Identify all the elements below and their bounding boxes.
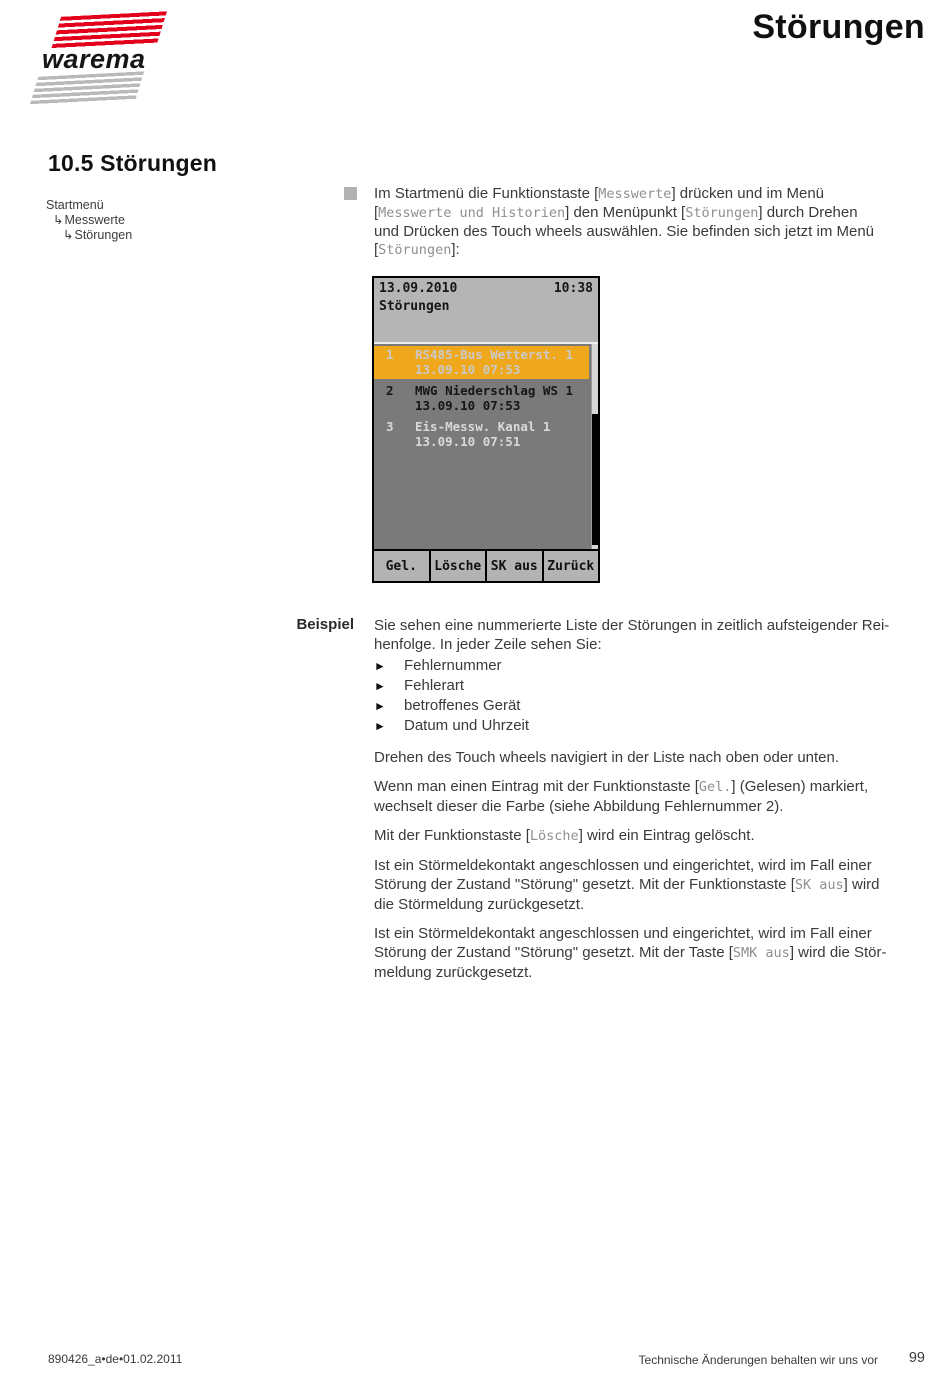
- text-segment: ] (Gelesen) markiert,: [731, 778, 869, 795]
- text-segment: ] drücken und im Menü: [671, 185, 825, 202]
- display-header: [374, 278, 598, 344]
- text-segment: Im Startmenü die Funktionstaste [: [374, 185, 599, 202]
- function-key-token: Störungen: [378, 242, 452, 259]
- fault-device: MWG Niederschlag WS 1: [415, 383, 574, 398]
- list-item: [374, 676, 950, 696]
- text-segment: Sie sehen eine nummerierte Liste der Störungen in zeitlich aufsteigender Rei-: [374, 617, 890, 634]
- text-segment: [: [374, 241, 379, 259]
- function-key-token: Gel.: [698, 779, 732, 795]
- instruction-paragraph: [374, 185, 950, 260]
- fault-datetime: 13.09.10 07:53: [415, 398, 521, 413]
- function-key-token: Störungen: [685, 204, 759, 221]
- page-number: 99: [908, 1350, 925, 1366]
- delete-paragraph: [374, 826, 950, 846]
- text-segment: ] wird ein Eintrag gelöscht.: [578, 827, 755, 844]
- menu-path-item: Startmenü: [46, 198, 104, 212]
- example-section: [374, 616, 950, 992]
- warema-logo: [35, 12, 175, 104]
- display-scrollbar-thumb: [592, 414, 598, 545]
- display-menu-title: Störungen: [379, 299, 450, 314]
- fault-list-row: [374, 418, 589, 451]
- triangle-bullet-icon: ►: [374, 659, 386, 673]
- example-intro-paragraph: [374, 616, 950, 654]
- text-segment: [: [374, 203, 379, 221]
- function-key-token: SMK aus: [732, 945, 790, 961]
- footer-notice: Technische Änderungen behalten wir uns vor: [638, 1353, 878, 1367]
- menu-path: [46, 198, 132, 243]
- fault-device: Eis-Messw. Kanal 1: [415, 419, 551, 434]
- text-segment: ]:: [451, 241, 460, 259]
- fault-number: 2: [386, 383, 394, 398]
- list-item: [374, 696, 950, 716]
- example-label: Beispiel: [296, 616, 354, 633]
- menu-path-level-1: [46, 213, 132, 228]
- text-segment: Störung der Zustand "Störung" gesetzt. Mit der Funktionstaste [: [374, 876, 795, 893]
- text-segment: und Drücken des Touch wheels auswählen. Sie befinden sich jetzt im Menü: [374, 222, 875, 240]
- document-id: 890426_a•de•01.02.2011: [48, 1352, 183, 1366]
- softkey-gel: Gel.: [374, 551, 429, 581]
- branch-arrow-icon: ↳: [63, 228, 74, 242]
- text-segment: ] durch Drehen: [758, 203, 858, 221]
- fault-datetime: 13.09.10 07:51: [415, 434, 521, 449]
- function-key-token: SK aus: [794, 877, 844, 893]
- text-segment: die Störmeldung zurückgesetzt.: [374, 896, 585, 913]
- section-heading: 10.5 Störungen: [48, 150, 217, 176]
- text-segment: meldung zurückgesetzt.: [374, 964, 533, 981]
- softkey-sk-aus: SK aus: [487, 551, 542, 581]
- fault-number: 3: [386, 419, 394, 434]
- text-segment: Wenn man einen Eintrag mit der Funktionstaste [: [374, 778, 699, 795]
- list-item-label: Fehlernummer: [404, 657, 502, 674]
- chapter-title: Störungen: [752, 8, 925, 46]
- text-segment: ] wird: [843, 876, 880, 893]
- display-softkey-bar: [374, 549, 598, 581]
- text-segment: ] wird die Stör-: [789, 944, 887, 961]
- display-date: 13.09.2010: [379, 281, 458, 296]
- display-time: 10:38: [553, 281, 593, 296]
- triangle-bullet-icon: ►: [374, 719, 386, 733]
- text-segment: Ist ein Störmeldekontakt angeschlossen und eingerichtet, wird im Fall einer: [374, 857, 872, 874]
- fault-list: [374, 344, 598, 549]
- softkey-zurueck: Zurück: [544, 551, 599, 581]
- function-key-token: Messwerte und Historien: [378, 204, 566, 221]
- branch-arrow-icon: ↳: [53, 213, 64, 227]
- menu-path-item: Störungen: [74, 228, 133, 242]
- menu-path-level-2: [46, 228, 132, 243]
- fault-device: RS485-Bus Wetterst. 1: [415, 347, 574, 362]
- menu-path-root: [46, 198, 132, 213]
- list-item-label: betroffenes Gerät: [404, 697, 521, 714]
- text-segment: henfolge. In jeder Zeile sehen Sie:: [374, 636, 602, 653]
- text-segment: Ist ein Störmeldekontakt angeschlossen und eingerichtet, wird im Fall einer: [374, 925, 872, 942]
- text-segment: Mit der Funktionstaste [: [374, 827, 530, 844]
- logo-gray-stripes-icon: [30, 71, 145, 104]
- text-segment: Störung der Zustand "Störung" gesetzt. Mit der Taste [: [374, 944, 733, 961]
- display-scrollbar: [591, 344, 598, 549]
- function-key-token: Lösche: [529, 828, 579, 844]
- smk-reset-paragraph: [374, 924, 950, 982]
- fault-number: 1: [386, 347, 394, 362]
- list-item-label: Datum und Uhrzeit: [404, 717, 530, 734]
- mark-read-paragraph: [374, 777, 950, 816]
- text-segment: ] den Menüpunkt [: [565, 203, 686, 221]
- example-bullet-list: [374, 656, 950, 736]
- text-segment: wechselt dieser die Farbe (siehe Abbildung Fehlernummer 2).: [374, 798, 784, 815]
- list-item: [374, 716, 950, 736]
- step-square-marker: [344, 187, 357, 200]
- list-item-label: Fehlerart: [404, 677, 465, 694]
- sk-reset-paragraph: [374, 856, 950, 914]
- fault-datetime: 13.09.10 07:53: [415, 362, 521, 377]
- list-item: [374, 656, 950, 676]
- softkey-loesche: Lösche: [431, 551, 486, 581]
- navigate-paragraph: [374, 748, 950, 767]
- triangle-bullet-icon: ►: [374, 679, 386, 693]
- menu-path-item: Messwerte: [64, 213, 125, 227]
- fault-list-row: [374, 346, 589, 379]
- fault-list-row: [374, 382, 589, 415]
- triangle-bullet-icon: ►: [374, 699, 386, 713]
- text-segment: Drehen des Touch wheels navigiert in der Liste nach oben oder unten.: [374, 749, 840, 766]
- function-key-token: Messwerte: [598, 186, 672, 202]
- device-display-screenshot: [372, 276, 600, 583]
- logo-wordmark: warema: [42, 44, 146, 74]
